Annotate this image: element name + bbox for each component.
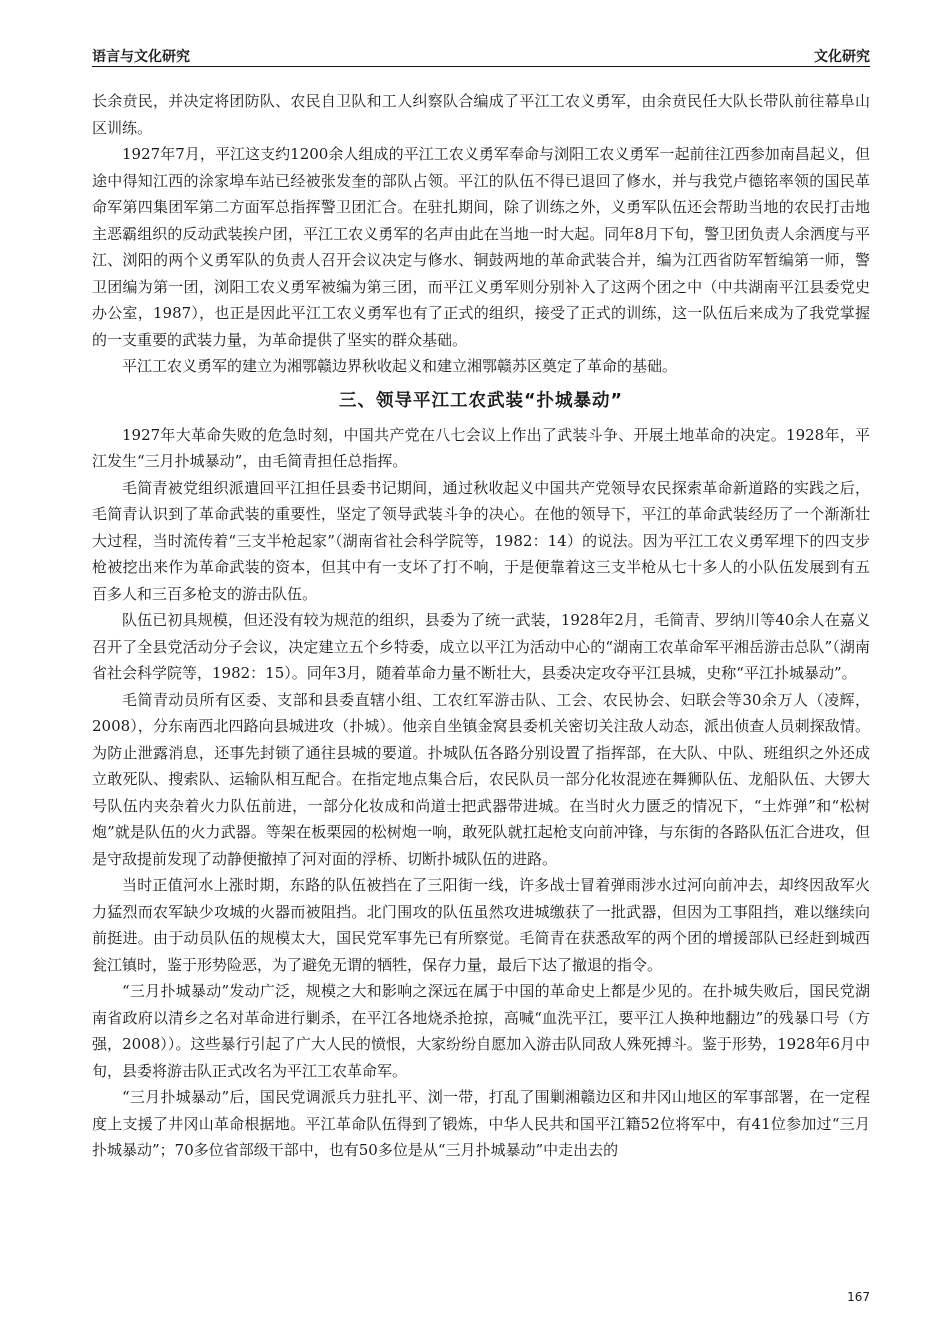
paragraph-continued: 长余贲民，并决定将团防队、农民自卫队和工人纠察队合编成了平江工农义勇军，由余贲民任大队长带队前往幕阜山区训练。	[92, 92, 870, 137]
paragraph: 1927年大革命失败的危急时刻，中国共产党在八七会议上作出了武装斗争、开展土地革命的决定。1928年，平江发生“三月扑城暴动”，由毛简青担任总指挥。	[92, 425, 870, 470]
paragraph: 毛简青动员所有区委、支部和县委直辖小组、工农红军游击队、工会、农民协会、妇联会等30余万人（凌辉，2008），分东南西北四路向县城进攻（扑城）。他亲自坐镇金窝县委机关密切关注敌人动态，派出侦查人员刺探敌情。为防止泄露消息，还事先封锁了通往县城的要道。扑城队伍各路分别设置了指挥部，在大队、中队、班组织之外还成立敢死队、搜索队、运输队相互配合。在指定地点集合后，农民队员一部分化妆混迹在舞狮队伍、龙船队伍、大锣大号队伍内夹杂着火力队伍前进，一部分化妆成和尚道士把武器带进城。在当时火力匮乏的情况下，“土炸弹”和“松树炮”就是队伍的火力武器。等架在板栗园的松树炮一响，敢死队就扛起枪支向前冲锋，与东街的各路队伍汇合进攻，但是守敌提前发现了动静便撤掉了河对面的浮桥、切断扑城队伍的进路。	[92, 690, 870, 868]
header-divider	[92, 66, 870, 67]
paragraph: 队伍已初具规模，但还没有较为规范的组织，县委为了统一武装，1928年2月，毛简青、罗纳川等40余人在嘉义召开了全县党活动分子会议，决定建立五个乡特委，成立以平江为活动中心的“湖南工农革命军平湘岳游击总队”（湖南省社会科学院等，1982：15）。同年3月，随着革命力量不断壮大，县委决定攻夺平江县城，史称“平江扑城暴动”。	[92, 611, 870, 682]
paragraph: “三月扑城暴动”后，国民党调派兵力驻扎平、浏一带，打乱了围剿湘赣边区和井冈山地区的军事部署，在一定程度上支援了井冈山革命根据地。平江革命队伍得到了锻炼，中华人民共和国平江籍52位将军中，有41位参加过“三月扑城暴动”；70多位省部级干部中，也有50多位是从“三月扑城暴动”中走出去的	[92, 1088, 870, 1159]
paragraph: “三月扑城暴动”发动广泛，规模之大和影响之深远在属于中国的革命史上都是少见的。在扑城失败后，国民党湖南省政府以清乡之名对革命进行剿杀，在平江各地烧杀抢掠，高喊“血洗平江，要平江人换种地翻边”的残暴口号（方强，2008））。这些暴行引起了广大人民的愤恨，大家纷纷自愿加入游击队同敌人殊死搏斗。鉴于形势，1928年6月中旬，县委将游击队正式改名为平江工农革命军。	[92, 982, 870, 1080]
article-body	[92, 88, 870, 1164]
paragraph: 当时正值河水上涨时期，东路的队伍被挡在了三阳街一线，许多战士冒着弹雨涉水过河向前冲去，却终因敌军火力猛烈而农军缺少攻城的火器而被阻挡。北门围攻的队伍虽然攻进城缴获了一批武器，但因为工事阻挡，难以继续向前挺进。由于动员队伍的规模太大，国民党军事先已有所察觉。毛简青在获悉敌军的两个团的增援部队已经赶到城西瓮江镇时，鉴于形势险恶，为了避免无谓的牺牲，保存力量，最后下达了撤退的指令。	[92, 876, 870, 974]
page-number: 167	[847, 1290, 870, 1304]
running-header	[92, 42, 870, 66]
paragraph: 1927年7月，平江这支约1200余人组成的平江工农义勇军奉命与浏阳工农义勇军一起前往江西参加南昌起义，但途中得知江西的涂家埠车站已经被张发奎的部队占领。平江的队伍不得已退回了修水，并与我党卢德铭率领的国民革命军第四集团军第二方面军总指挥警卫团汇合。在驻扎期间，除了训练之外，义勇军队伍还会帮助当地的农民打击地主恶霸组织的反动武装挨户团，平江工农义勇军的名声由此在当地一时大起。同年8月下旬，警卫团负责人余洒度与平江、浏阳的两个义勇军队的负责人召开会议决定与修水、铜鼓两地的革命武装合并，编为江西省防军暂编第一师，警卫团编为第一团，浏阳工农义勇军被编为第三团，而平江义勇军则分别补入了这两个团之中（中共湖南平江县委党史办公室，1987），也正是因此平江工农义勇军也有了正式的组织，接受了正式的训练，这一队伍后来成为了我党掌握的一支重要的武装力量，为革命提供了坚实的群众基础。	[92, 145, 870, 349]
section-name: 文化研究	[814, 49, 870, 65]
section-heading: 三、领导平江工农武装“扑城暴动”	[338, 390, 623, 411]
journal-name: 语言与文化研究	[92, 49, 190, 65]
paragraph: 平江工农义勇军的建立为湘鄂赣边界秋收起义和建立湘鄂赣苏区奠定了革命的基础。	[122, 357, 678, 375]
paragraph: 毛简青被党组织派遣回平江担任县委书记期间，通过秋收起义中国共产党领导农民探索革命新道路的实践之后，毛简青认识到了革命武装的重要性，坚定了领导武装斗争的决心。在他的领导下，平江的革命武装经历了一个渐渐壮大过程，当时流传着“三支半枪起家”（湖南省社会科学院等，1982：14）的说法。因为平江工农义勇军埋下的四支步枪被挖出来作为革命武装的资本，但其中有一支坏了打不响，于是便靠着这三支半枪从七十多人的小队伍发展到有五百多人和三百多枪支的游击队伍。	[92, 478, 870, 603]
